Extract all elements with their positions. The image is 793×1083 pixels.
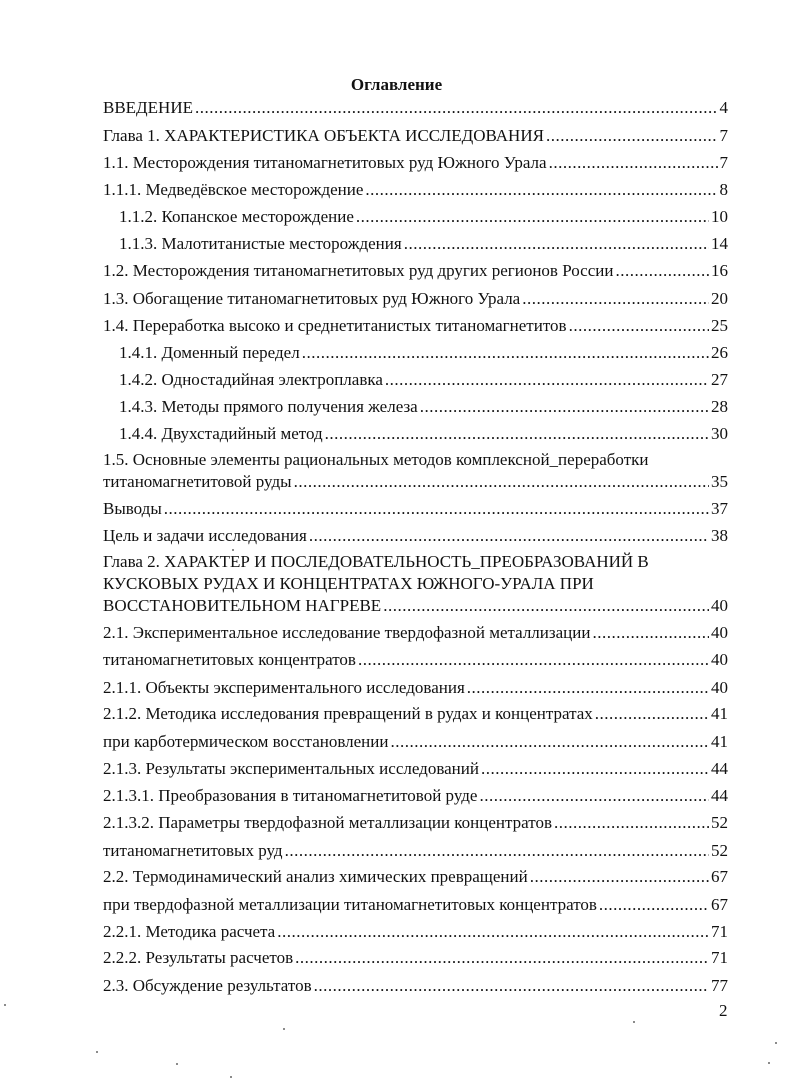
entry-page: 71 [711, 948, 728, 967]
entry-page: 67 [711, 895, 728, 914]
dot-leader [404, 233, 709, 255]
toc-title: Оглавление [350, 75, 443, 94]
entry-title: 2.2. Термодинамический анализ химических превращений [103, 867, 528, 886]
scan-speck [4, 1004, 6, 1006]
entry-page: 41 [711, 732, 728, 751]
toc-entry-1-1[interactable] [103, 152, 728, 174]
entry-page: 37 [711, 499, 728, 518]
entry-page: 44 [711, 759, 728, 778]
dot-leader [546, 125, 718, 147]
dot-leader [390, 731, 709, 753]
dot-leader [356, 206, 709, 228]
dot-leader [325, 423, 709, 445]
entry-page: 20 [711, 289, 728, 308]
entry-page: 40 [711, 650, 728, 669]
dot-leader [195, 97, 718, 119]
toc-entry-chapter-2[interactable] [103, 551, 728, 617]
dot-leader [481, 758, 709, 780]
entry-page: 7 [719, 153, 728, 172]
entry-page: 27 [711, 370, 728, 389]
dot-leader [302, 342, 709, 364]
entry-title: 2.2.2. Результаты расчетов [103, 948, 294, 967]
entry-title: титаномагнетитовых концентратов [103, 650, 356, 669]
toc-entry-1-3[interactable] [103, 288, 728, 310]
entry-title: 1.4.4. Двухстадийный метод [119, 424, 323, 443]
scan-speck [232, 549, 234, 551]
toc-entry-1-2[interactable] [103, 260, 728, 282]
toc-entry-2-2[interactable] [103, 866, 728, 888]
entry-page: 30 [711, 424, 728, 443]
dot-leader [285, 840, 709, 862]
dot-leader [592, 622, 709, 644]
entry-title: 2.1.3.1. Преобразования в титаномагнетитовой руде [103, 786, 478, 805]
toc-entry-1-1-2[interactable] [119, 206, 728, 228]
entry-page: 40 [711, 623, 728, 642]
entry-page: 52 [711, 813, 728, 832]
toc-entry-1-1-1[interactable] [103, 179, 728, 201]
dot-leader [385, 369, 709, 391]
entry-title: титаномагнетитовых руд [103, 841, 283, 860]
entry-title: ВВЕДЕНИЕ [103, 98, 193, 117]
toc-entry-1-4[interactable] [103, 315, 728, 337]
toc-entry-goals[interactable] [103, 525, 728, 547]
entry-page: 8 [719, 180, 728, 199]
entry-title: 1.4.2. Одностадийная электроплавка [119, 370, 383, 389]
entry-title: 1.1.2. Копанское месторождение [119, 207, 354, 226]
entry-title: 2.2.1. Методика расчета [103, 922, 276, 941]
entry-title: 1.1. Месторождения титаномагнетитовых руд Южного Урала [103, 153, 547, 172]
entry-title: 2.3. Обсуждение результатов [103, 976, 312, 995]
toc-entry-1-4-1[interactable] [119, 342, 728, 364]
scan-speck [176, 1063, 178, 1065]
entry-page: 35 [711, 472, 728, 491]
entry-title: 1.2. Месторождения титаномагнетитовых руд других регионов России [103, 261, 614, 280]
dot-leader [314, 975, 709, 997]
entry-page: 44 [711, 786, 728, 805]
dot-leader [309, 525, 709, 547]
entry-page: 77 [711, 976, 728, 995]
entry-title: 2.1.2. Методика исследования превращений в рудах и концентратах [103, 704, 593, 723]
toc-entry-1-5[interactable] [103, 449, 728, 493]
entry-page: 25 [711, 316, 728, 335]
dot-leader [365, 179, 717, 201]
toc-entry-2-1-3-1[interactable] [103, 785, 728, 807]
scan-speck [633, 1021, 635, 1023]
entry-title: 1.4.1. Доменный передел [119, 343, 300, 362]
toc-entry-chapter-1[interactable] [103, 125, 728, 147]
dot-leader [164, 498, 709, 520]
dot-leader [549, 152, 718, 174]
entry-page: 38 [711, 526, 728, 545]
entry-title: 1.4. Переработка высоко и среднетитанистых титаномагнетитов [103, 316, 567, 335]
entry-title-line: 1.5. Основные элементы рациональных методов комплексной_переработки [103, 450, 649, 469]
entry-page: 40 [711, 678, 728, 697]
entry-title: ВОССТАНОВИТЕЛЬНОМ НАГРЕВЕ [103, 596, 382, 615]
dot-leader [615, 260, 709, 282]
dot-leader [569, 315, 709, 337]
entry-page: 40 [711, 596, 728, 615]
entry-page: 4 [719, 98, 728, 117]
toc-entry-2-1-2[interactable] [103, 703, 728, 725]
entry-title: при твердофазной металлизации титаномагнетитовых концентратов [103, 895, 597, 914]
entry-page: 52 [711, 841, 728, 860]
entry-title: 2.1.3. Результаты экспериментальных исследований [103, 759, 479, 778]
entry-title-line: КУСКОВЫХ РУДАХ И КОНЦЕНТРАТАХ ЮЖНОГО-УРАЛА ПРИ [103, 574, 594, 593]
entry-title: Цель и задачи исследования [103, 526, 307, 545]
dot-leader [383, 595, 709, 617]
dot-leader [467, 677, 709, 699]
dot-leader [554, 812, 709, 834]
entry-page: 16 [711, 261, 728, 280]
toc-entry-2-1[interactable] [103, 622, 728, 644]
toc-entry-1-4-3[interactable] [119, 396, 728, 418]
entry-title: 2.1.1. Объекты экспериментального исследования [103, 678, 465, 697]
toc-entry-2-1-3-2[interactable] [103, 812, 728, 834]
entry-title: 1.1.1. Медведёвское месторождение [103, 180, 364, 199]
scan-speck [96, 1051, 98, 1053]
entry-page: 28 [711, 397, 728, 416]
dot-leader [595, 703, 709, 725]
entry-page: 10 [711, 207, 728, 226]
scan-speck [283, 1028, 285, 1030]
toc-entry-2-1-cont[interactable] [103, 649, 728, 671]
dot-leader [530, 866, 709, 888]
dot-leader [599, 894, 709, 916]
toc-entry-2-1-3[interactable] [103, 758, 728, 780]
dot-leader [522, 288, 709, 310]
entry-title: 1.4.3. Методы прямого получения железа [119, 397, 418, 416]
toc-entry-conclusions[interactable] [103, 498, 728, 520]
toc-entry-1-4-2[interactable] [119, 369, 728, 391]
dot-leader [479, 785, 709, 807]
entry-title: Глава 1. ХАРАКТЕРИСТИКА ОБЪЕКТА ИССЛЕДОВАНИЯ [103, 126, 544, 145]
dot-leader [277, 921, 709, 943]
scan-speck [230, 1076, 232, 1078]
entry-page: 7 [719, 126, 728, 145]
scan-speck [768, 1062, 770, 1064]
page-number: 2 [719, 1001, 728, 1020]
entry-title: 1.1.3. Малотитанистые месторождения [119, 234, 402, 253]
entry-page: 14 [711, 234, 728, 253]
toc-entry-1-1-3[interactable] [119, 233, 728, 255]
toc-entry-2-3[interactable] [103, 975, 728, 997]
toc-entry-2-1-3-2-cont[interactable] [103, 840, 728, 862]
entry-title: 2.1.3.2. Параметры твердофазной металлизации концентратов [103, 813, 552, 832]
entry-title-line: Глава 2. ХАРАКТЕР И ПОСЛЕДОВАТЕЛЬНОСТЬ_ПРЕОБРАЗОВАНИЙ В [103, 552, 649, 571]
entry-page: 41 [711, 704, 728, 723]
toc-entry-2-1-1[interactable] [103, 677, 728, 699]
entry-title: 2.1. Экспериментальное исследование твердофазной металлизации [103, 623, 591, 642]
scan-speck [775, 1042, 777, 1044]
toc-entry-1-4-4[interactable] [119, 423, 728, 445]
dot-leader [420, 396, 709, 418]
dot-leader [358, 649, 709, 671]
entry-page: 67 [711, 867, 728, 886]
entry-title: Выводы [103, 499, 162, 518]
dot-leader [294, 471, 709, 493]
entry-page: 26 [711, 343, 728, 362]
toc-entry-introduction[interactable] [103, 97, 728, 119]
toc-entry-2-2-cont[interactable] [103, 894, 728, 916]
entry-title: 1.3. Обогащение титаномагнетитовых руд Южного Урала [103, 289, 521, 308]
toc-entry-2-1-2-cont[interactable] [103, 731, 728, 753]
entry-page: 71 [711, 922, 728, 941]
toc-entry-2-2-1[interactable] [103, 921, 728, 943]
dot-leader [295, 947, 709, 969]
entry-title: при карботермическом восстановлении [103, 732, 389, 751]
entry-title: титаномагнетитовой руды [103, 472, 292, 491]
toc-entry-2-2-2[interactable] [103, 947, 728, 969]
